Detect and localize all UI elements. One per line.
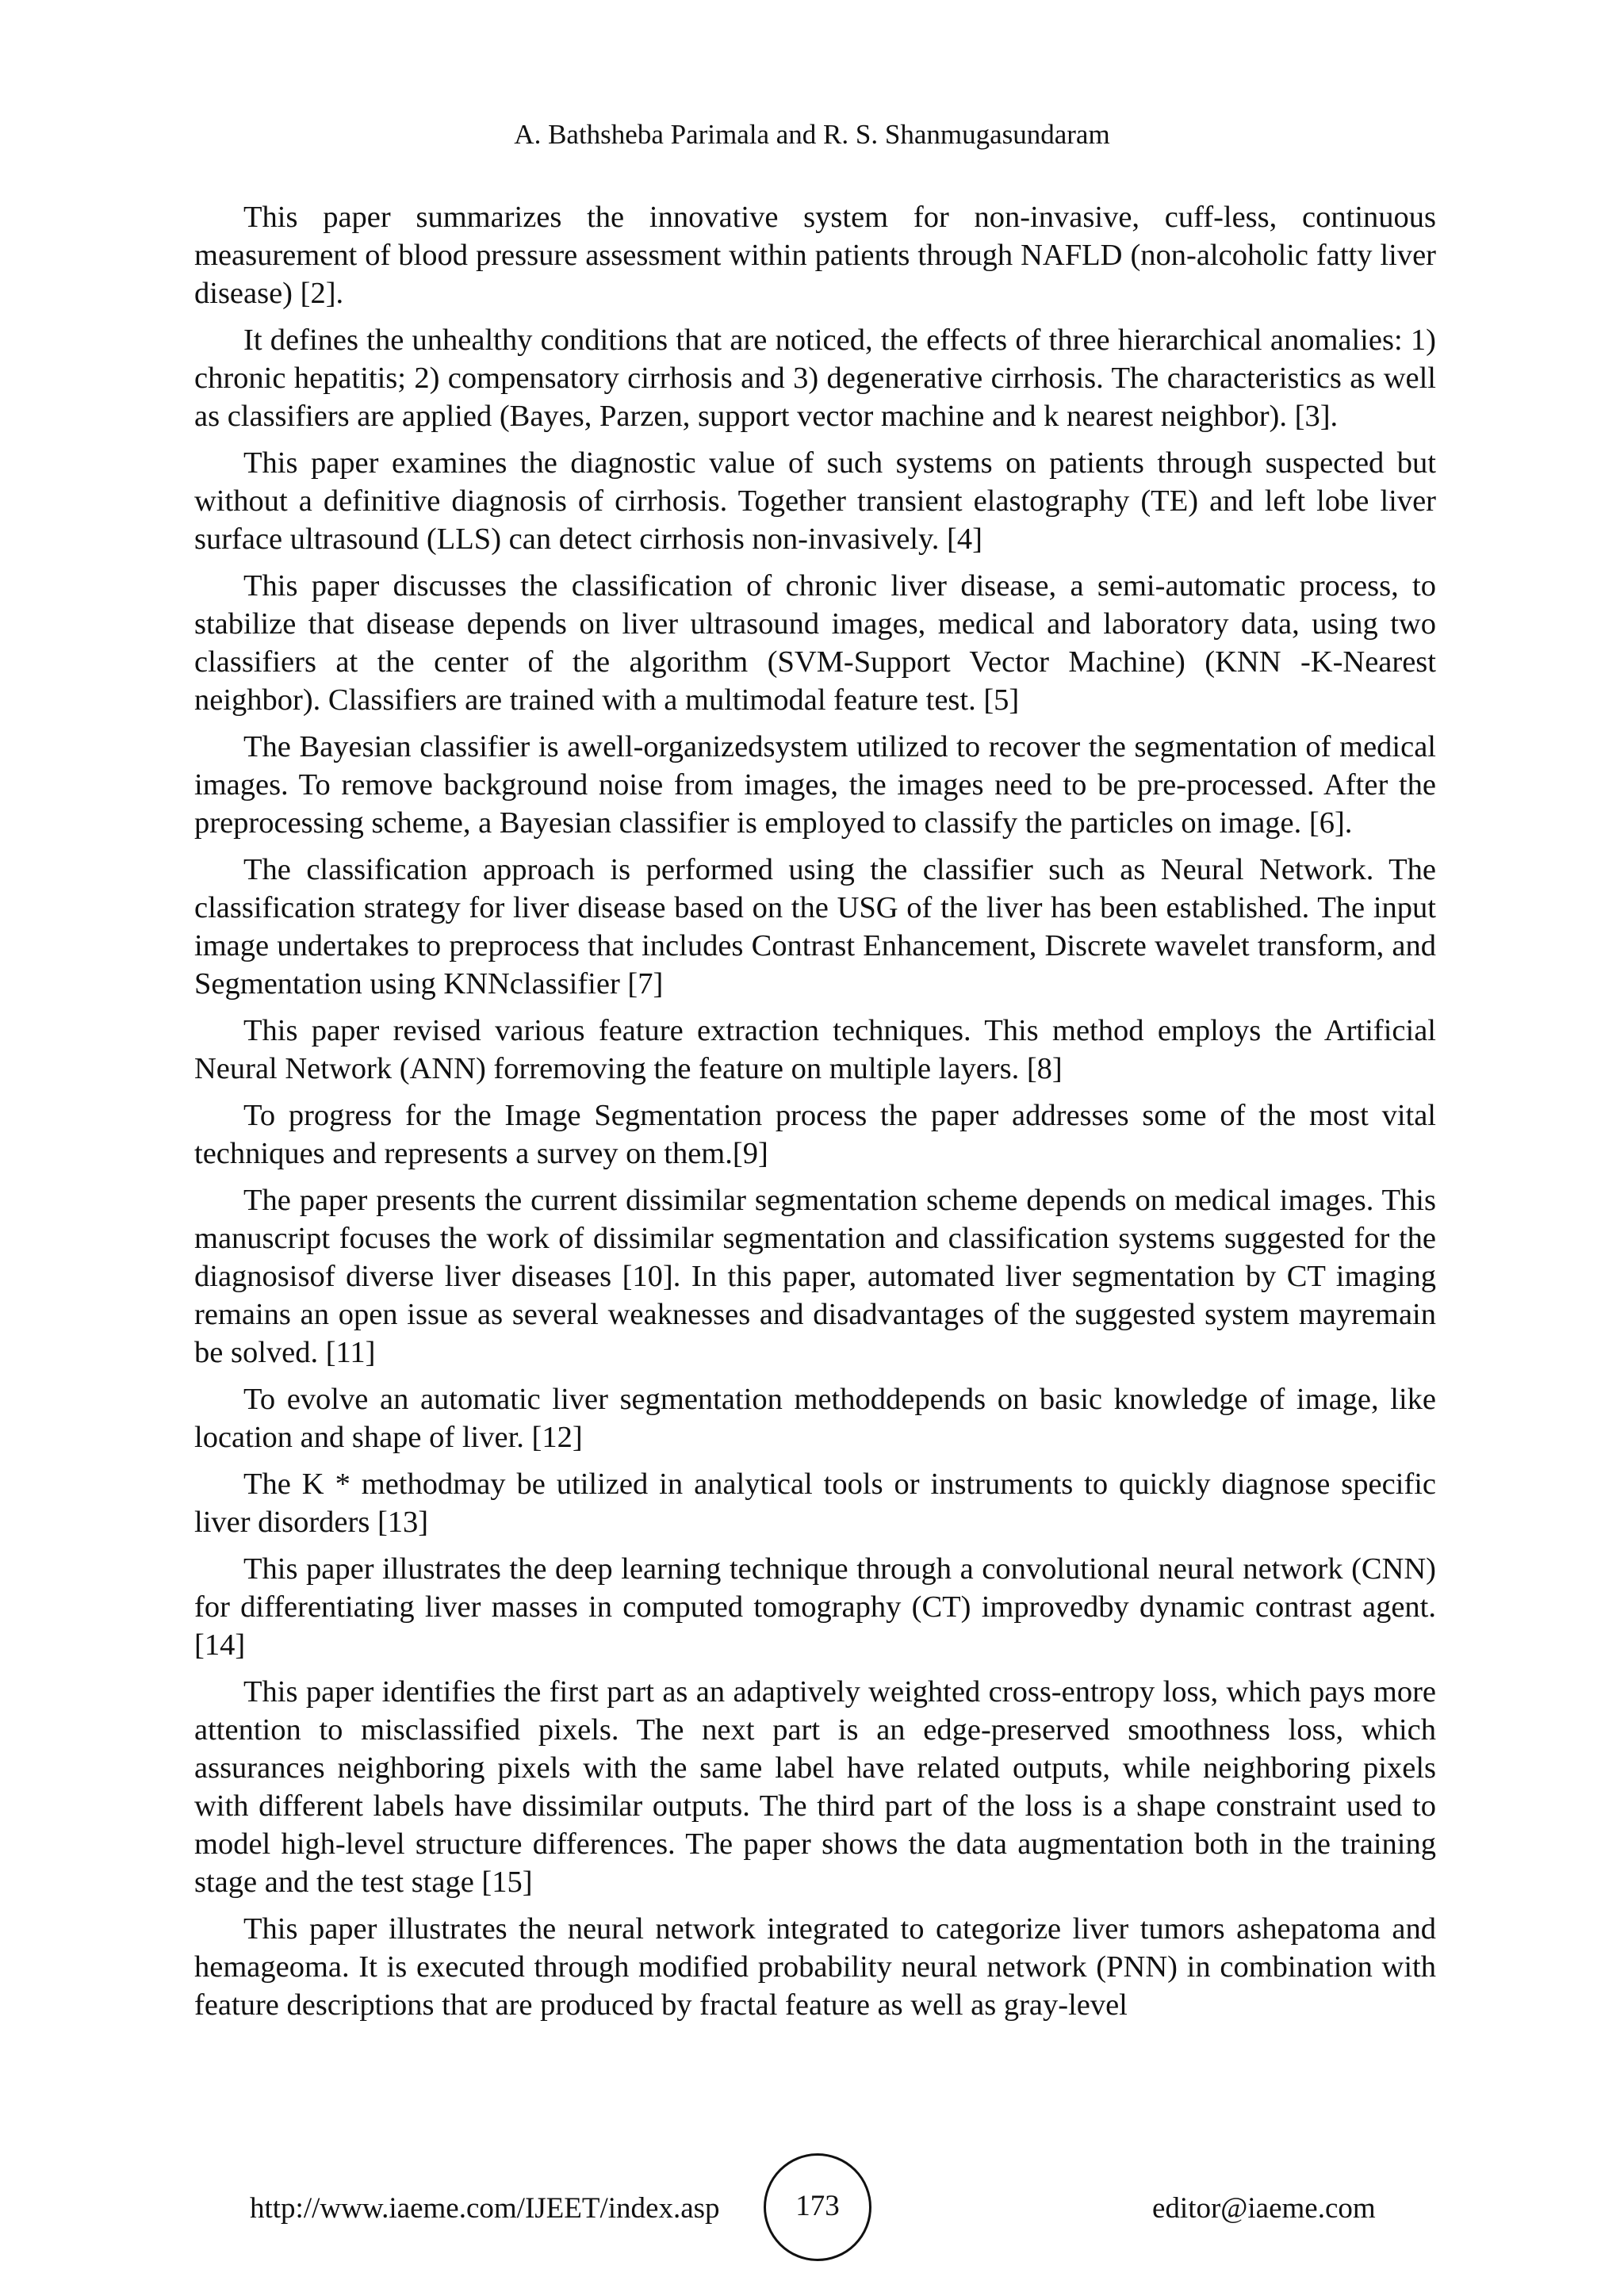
page-number: 173 [764, 2153, 871, 2261]
footer-url-link[interactable]: http://www.iaeme.com/IJEET/index.asp [250, 2192, 720, 2225]
paragraph: To progress for the Image Segmentation process the paper addresses some of the most vital techniques and represents a survey on them.[9] [194, 1099, 1436, 1170]
body-text [194, 198, 1436, 2033]
footer-email-link[interactable]: editor@iaeme.com [1152, 2192, 1376, 2225]
paragraph: To evolve an automatic liver segmentation methoddepends on basic knowledge of image, like location and shape of liver. [12] [194, 1383, 1436, 1454]
paragraph: The classification approach is performed using the classifier such as Neural Network. The classification strategy for liver disease based on the USG of the liver has been established. The input image undertakes to preprocess that includes Contrast Enhancement, Discrete wavelet transform, and Segmentation using KNNclassifier [7] [194, 853, 1436, 1001]
paragraph: This paper identifies the first part as an adaptively weighted cross-entropy loss, which pays more attention to misclassified pixels. The next part is an edge-preserved smoothness loss, which assurances neighboring pixels with the same label have related outputs, while neighboring pixels with different labels have dissimilar outputs. The third part of the loss is a shape constraint used to model high-level structure differences. The paper shows the data augmentation both in the training stage and the test stage [15] [194, 1675, 1436, 1899]
running-header: A. Bathsheba Parimala and R. S. Shanmugasundaram [514, 119, 1110, 150]
paragraph: This paper examines the diagnostic value of such systems on patients through suspected but without a definitive diagnosis of cirrhosis. Together transient elastography (TE) and left lobe liver surface ultrasound (LLS) can detect cirrhosis non-invasively. [4] [194, 446, 1436, 556]
paragraph: This paper discusses the classification of chronic liver disease, a semi-automatic process, to stabilize that disease depends on liver ultrasound images, medical and laboratory data, using two classifiers at the center of the algorithm (SVM-Support Vector Machine) (KNN -K-Nearest neighbor). Classifiers are trained with a multimodal feature test. [5] [194, 569, 1436, 717]
paragraph: The K * methodmay be utilized in analytical tools or instruments to quickly diagnose specific liver disorders [13] [194, 1468, 1436, 1539]
paragraph: The Bayesian classifier is awell-organizedsystem utilized to recover the segmentation of medical images. To remove background noise from images, the images need to be pre-processed. After the preprocessing scheme, a Bayesian classifier is employed to classify the particles on image. [6]. [194, 730, 1436, 840]
paragraph: This paper revised various feature extraction techniques. This method employs the Artificial Neural Network (ANN) forremoving the feature on multiple layers. [8] [194, 1014, 1436, 1085]
paragraph: This paper illustrates the neural network integrated to categorize liver tumors ashepatoma and hemageoma. It is executed through modified probability neural network (PNN) in combination with feature descriptions that are produced by fractal feature as well as gray-level [194, 1912, 1436, 2022]
paragraph: This paper illustrates the deep learning technique through a convolutional neural network (CNN) for differentiating liver masses in computed tomography (CT) improvedby dynamic contrast agent. [14] [194, 1552, 1436, 1662]
paragraph: It defines the unhealthy conditions that are noticed, the effects of three hierarchical anomalies: 1) chronic hepatitis; 2) compensatory cirrhosis and 3) degenerative cirrhosis. The characteristics as well as classifiers are applied (Bayes, Parzen, support vector machine and k nearest neighbor). [3]. [194, 323, 1436, 433]
page-footer [0, 2153, 1624, 2264]
paragraph: This paper summarizes the innovative system for non-invasive, cuff-less, continuous measurement of blood pressure assessment within patients through NAFLD (non-alcoholic fatty liver disease) [2]. [194, 201, 1436, 310]
paragraph: The paper presents the current dissimilar segmentation scheme depends on medical images. This manuscript focuses the work of dissimilar segmentation and classification systems suggested for the diagnosisof diverse liver diseases [10]. In this paper, automated liver segmentation by CT imaging remains an open issue as several weaknesses and disadvantages of the suggested system mayremain be solved. [11] [194, 1184, 1436, 1369]
